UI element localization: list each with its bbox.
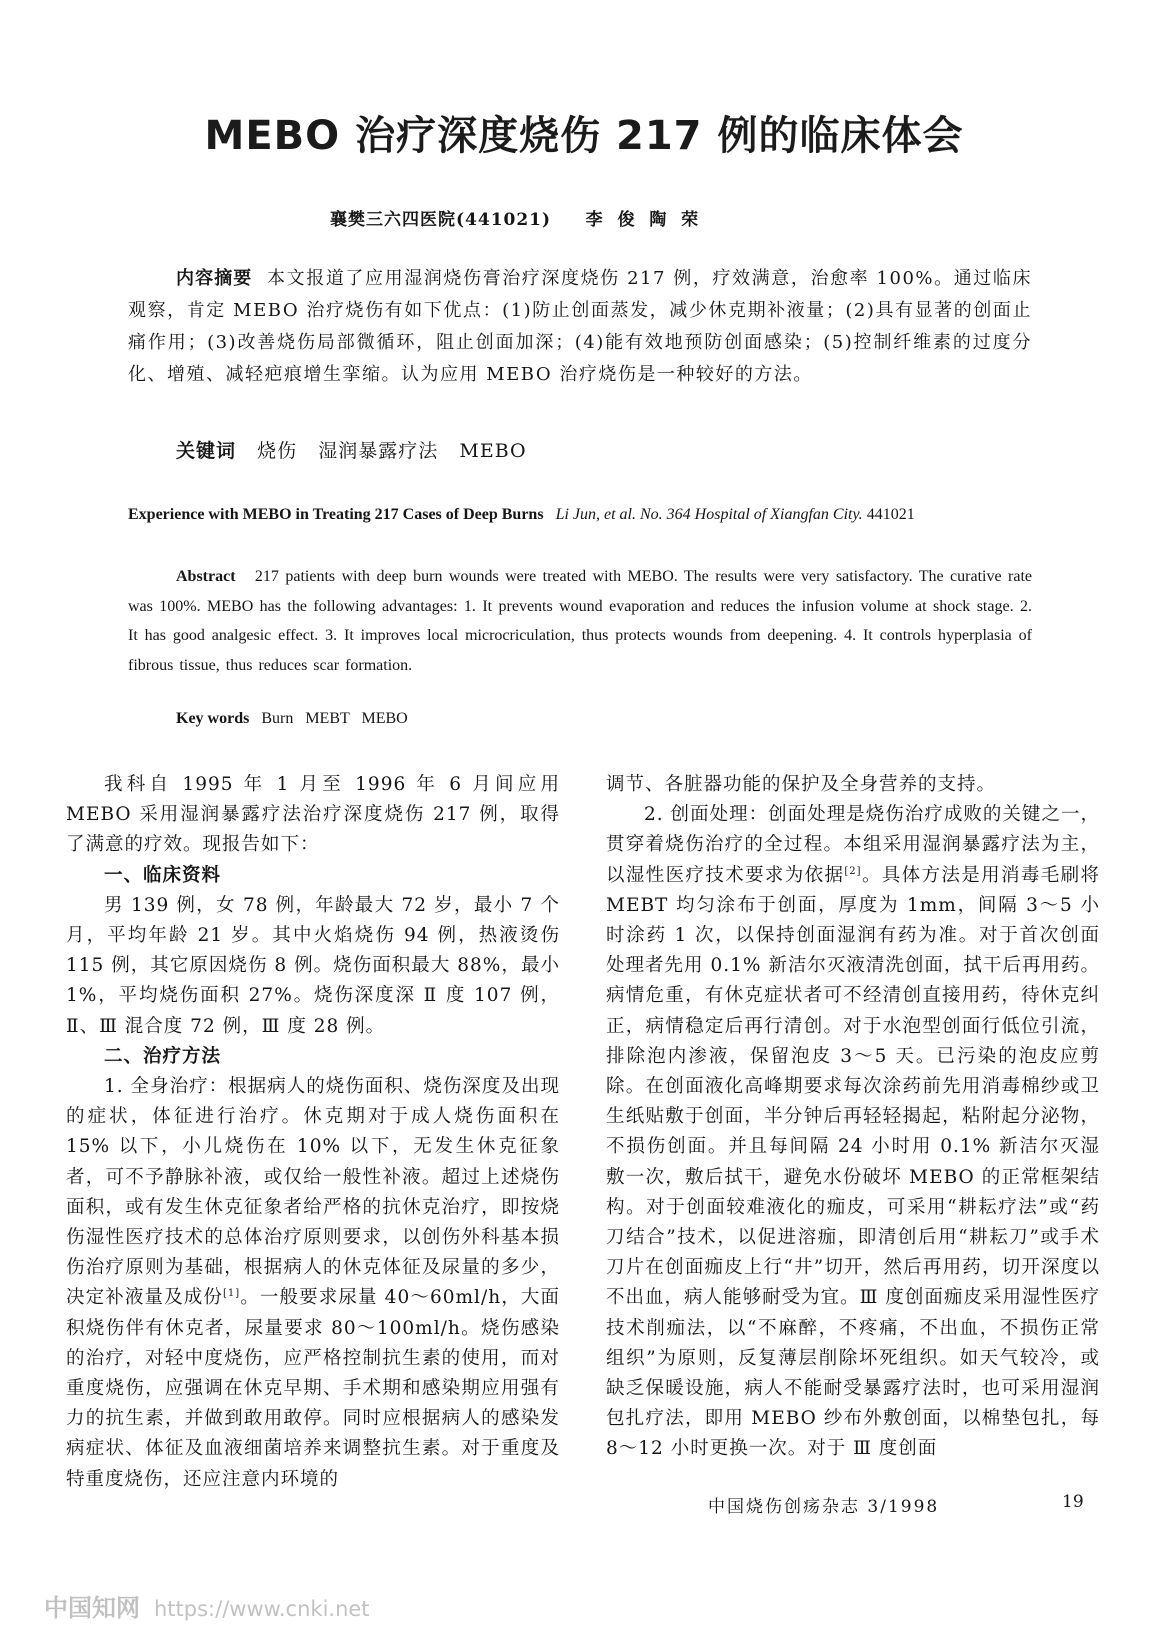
english-title-block xyxy=(128,500,1032,529)
chinese-abstract xyxy=(128,263,1032,391)
wound-care-paragraph xyxy=(606,800,1100,1464)
citation-ref: [2] xyxy=(844,865,862,877)
citation-ref: [1] xyxy=(223,1288,241,1300)
systemic-treatment-text-rest: 。一般要求尿量 40～60ml/h，大面积烧伤伴有休克者，尿量要求 80～100ml/h。烧伤感染的治疗，对轻中度烧伤，应严格控制抗生素的使用，而对重度烧伤，应强调在休克早期、手术期和感染期应用强有力的抗生素，并做到敢用敢停。同时应根据病人的感染发病症状、体征及血液细菌培养来调整抗生素。对于重度及特重度烧伤，还应注意内环境的 xyxy=(66,1287,560,1490)
english-postcode: 441021 xyxy=(866,506,915,523)
watermark-url: https://www.cnki.net xyxy=(154,1597,370,1621)
english-keywords-label: Key words xyxy=(176,710,250,727)
english-abstract-label: Abstract xyxy=(176,568,236,585)
intro-paragraph: 我科自 1995 年 1 月至 1996 年 6 月间应用 MEBO 采用湿润暴露疗法治疗深度烧伤 217 例，取得了满意的疗效。现报告如下： xyxy=(66,774,560,856)
section-heading-treatment: 二、治疗方法 xyxy=(104,1045,222,1067)
chinese-keywords xyxy=(176,436,527,463)
section-heading-clinical-data: 一、临床资料 xyxy=(104,864,222,886)
cnki-watermark xyxy=(44,1588,370,1623)
clinical-data-paragraph: 男 139 例，女 78 例，年龄最大 72 岁，最小 7 个月，平均年龄 21 岁。其中火焰烧伤 94 例，热液烫伤 115 例，其它原因烧伤 8 例。烧伤面积最大 88%，最小 1%，平均烧伤面积 27%。烧伤深度深 Ⅱ 度 107 例，Ⅱ、Ⅲ 混合度 72 例，Ⅲ 度 28 例。 xyxy=(66,894,560,1037)
systemic-treatment-paragraph xyxy=(66,1072,560,1495)
wound-care-text: 2. 创面处理：创面处理是烧伤治疗成败的关键之一，贯穿着烧伤治疗的全过程。本组采用湿润暴露疗法为主，以湿性医疗技术要求为依据 xyxy=(606,804,1100,886)
body-column-right xyxy=(606,770,1100,1465)
abstract-label: 内容摘要 xyxy=(176,268,253,289)
page-number: 19 xyxy=(1062,1492,1084,1512)
english-abstract-text: 217 patients with deep burn wounds were treated with MEBO. The results were very satisfactory. The curative rate was 100%. MEBO has the following advantages: 1. It prevents wound evaporation and reduces the infusion volume at shock stage. 2. It has good analgesic effect. 3. It improves local microcriculation, thus protects wounds from deepening. 4. It controls hyperplasia of fibrous tissue, thus reduces scar formation. xyxy=(128,568,1033,674)
english-abstract xyxy=(128,562,1032,680)
author-affiliation: 襄樊三六四医院(441021) 李 俊 陶 荣 xyxy=(330,210,700,230)
paper-title: MEBO 治疗深度烧伤 217 例的临床体会 xyxy=(204,113,964,159)
keywords-text: 烧伤 湿润暴露疗法 MEBO xyxy=(257,440,527,462)
english-keywords xyxy=(176,710,408,728)
continued-paragraph: 调节、各脏器功能的保护及全身营养的支持。 xyxy=(606,774,997,795)
english-title: Experience with MEBO in Treating 217 Cases of Deep Burns xyxy=(128,506,544,523)
keywords-label: 关键词 xyxy=(176,440,237,462)
abstract-text: 本文报道了应用湿润烧伤膏治疗深度烧伤 217 例，疗效满意，治愈率 100%。通过临床观察，肯定 MEBO 治疗烧伤有如下优点：(1)防止创面蒸发，减少休克期补液量；(2)具有显著的创面止痛作用；(3)改善烧伤局部微循环，阻止创面加深；(4)能有效地预防创面感染；(5)控制纤维素的过度分化、增殖、减轻疤痕增生挛缩。认为应用 MEBO 治疗烧伤是一种较好的方法。 xyxy=(128,268,1032,385)
english-keywords-text: Burn MEBT MEBO xyxy=(261,710,408,727)
systemic-treatment-text: 1. 全身治疗：根据病人的烧伤面积、烧伤深度及出现的症状，体征进行治疗。休克期对于成人烧伤面积在 15% 以下，小儿烧伤在 10% 以下，无发生休克征象者，可不予静脉补液，或仅给一般性补液。超过上述烧伤面积，或有发生休克征象者给严格的抗休克治疗，即按烧伤湿性医疗技术的总体治疗原则要求，以创伤外科基本损伤治疗原则为基础，根据病人的休克体征及尿量的多少，决定补液量及成份 xyxy=(66,1076,560,1309)
body-column-left xyxy=(66,770,560,1495)
watermark-brand: 中国知网 xyxy=(44,1594,140,1622)
english-authors: Li Jun, et al. No. 364 Hospital of Xiangfan City. xyxy=(555,506,863,523)
journal-footer: 中国烧伤创疡杂志 3/1998 xyxy=(708,1497,940,1517)
wound-care-text-rest: 。具体方法是用消毒毛刷将 MEBT 均匀涂布于创面，厚度为 1mm，间隔 3～5 小时涂药 1 次，以保持创面湿润有药为准。对于首次创面处理者先用 0.1% 新洁尔灭液清洗创面，拭干后再用药。病情危重，有休克症状者可不经清创直接用药，待休克纠正，病情稳定后再行清创。对于水泡型创面行低位引流，排除泡内渗液，保留泡皮 3～5 天。已污染的泡皮应剪除。在创面液化高峰期要求每次涂药前先用消毒棉纱或卫生纸贴敷于创面，半分钟后再轻轻揭起，粘附起分泌物，不损伤创面。并且每间隔 24 小时用 0.1% 新洁尔灭湿敷一次，敷后拭干，避免水份破坏 MEBO 的正常框架结构。对于创面较难液化的痂皮，可采用“耕耘疗法”或“药刀结合”技术，以促进溶痂，即清创后用“耕耘刀”或手术刀片在创面痂皮上行“井”切开，然后再用药，切开深度以不出血，病人能够耐受为宜。Ⅲ 度创面痂皮采用湿性医疗技术削痂法，以“不麻醉，不疼痛，不出血，不损伤正常组织”为原则，反复薄层削除坏死组织。如天气较冷，或缺乏保暖设施，病人不能耐受暴露疗法时，也可采用湿润包扎疗法，即用 MEBO 纱布外敷创面，以棉垫包扎，每 8～12 小时更换一次。对于 Ⅲ 度创面 xyxy=(606,864,1100,1460)
